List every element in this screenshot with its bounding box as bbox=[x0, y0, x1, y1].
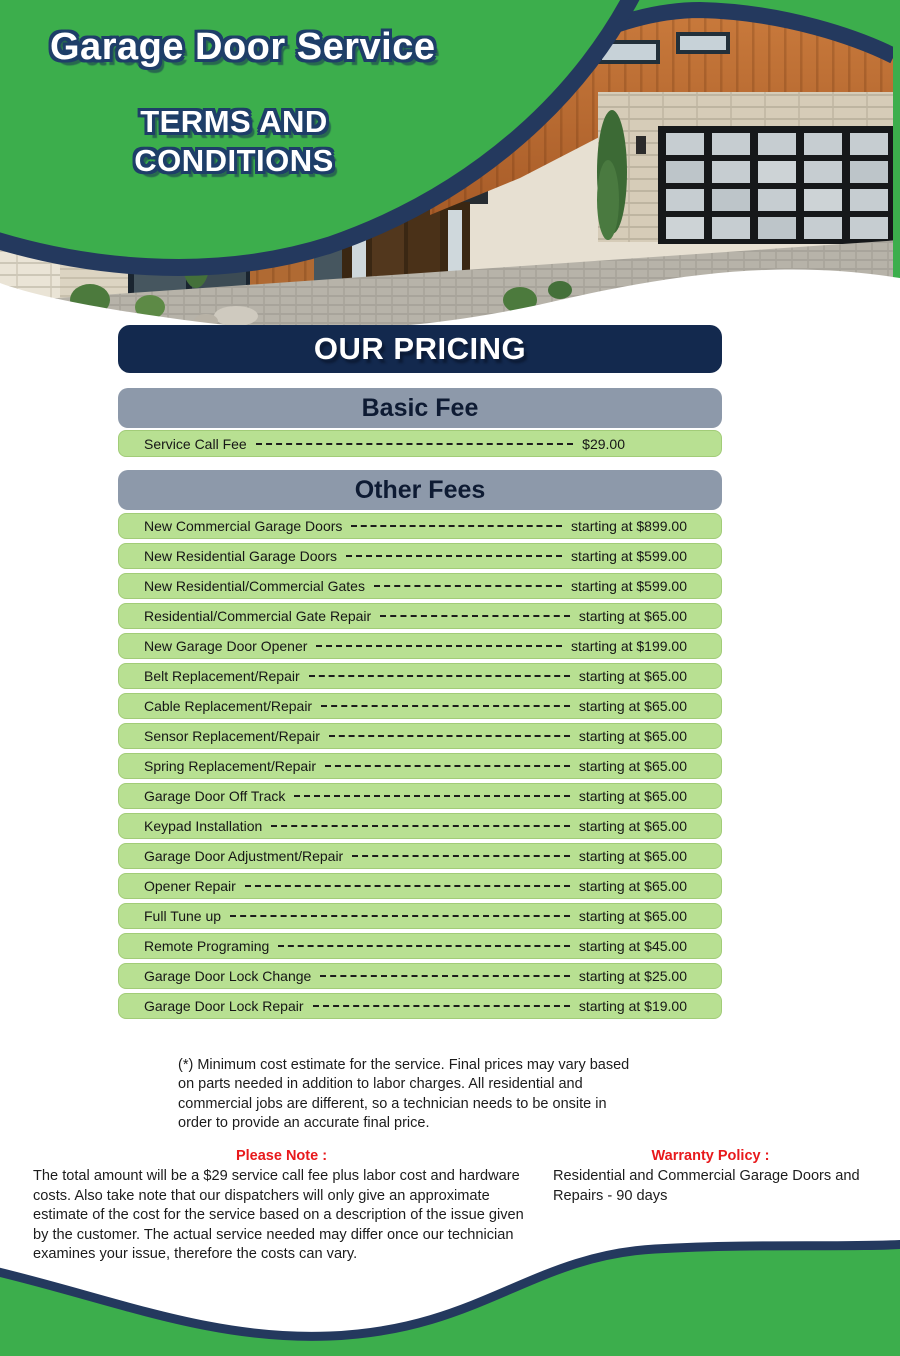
fee-label: Sensor Replacement/Repair bbox=[144, 728, 320, 744]
please-note-heading: Please Note : bbox=[235, 1148, 328, 1164]
warranty-policy-heading: Warranty Policy : bbox=[651, 1148, 770, 1164]
fee-row bbox=[118, 783, 722, 809]
other-fees-banner bbox=[118, 470, 722, 510]
fee-price: starting at $19.00 bbox=[578, 998, 687, 1014]
fee-row bbox=[118, 993, 722, 1019]
fee-label: New Commercial Garage Doors bbox=[144, 518, 343, 534]
other-fees-list bbox=[118, 513, 722, 1019]
fee-price: starting at $599.00 bbox=[571, 548, 687, 564]
other-fees-heading: Other Fees bbox=[354, 475, 486, 504]
fee-label: Cable Replacement/Repair bbox=[144, 698, 313, 714]
garage-door bbox=[658, 126, 894, 244]
fee-label: Full Tune up bbox=[144, 908, 222, 924]
pricing-title-banner bbox=[118, 325, 722, 373]
fee-label: Garage Door Lock Change bbox=[144, 968, 312, 984]
dash-leader bbox=[245, 885, 570, 887]
dash-leader bbox=[351, 525, 562, 527]
dash-leader bbox=[271, 825, 570, 827]
pricing-footnote: (*) Minimum cost estimate for the service. Final prices may vary based on parts needed in addition to labor charges. All residential and commercial jobs are different, so a technician needs to be onsite in order to provide an accurate final price. bbox=[178, 1056, 630, 1131]
fee-label: New Garage Door Opener bbox=[144, 638, 308, 654]
fee-label: Belt Replacement/Repair bbox=[144, 668, 300, 684]
fee-label: Keypad Installation bbox=[144, 818, 263, 834]
fee-row bbox=[118, 633, 722, 659]
please-note-section bbox=[33, 1148, 530, 1265]
fee-label: Residential/Commercial Gate Repair bbox=[144, 608, 372, 624]
fee-row bbox=[118, 430, 722, 457]
fee-price: starting at $45.00 bbox=[578, 938, 687, 954]
fee-label: Garage Door Adjustment/Repair bbox=[144, 848, 344, 864]
dash-leader bbox=[320, 975, 569, 977]
dash-leader bbox=[230, 915, 570, 917]
right-green-margin bbox=[893, 0, 900, 290]
fee-row bbox=[118, 663, 722, 689]
fee-row bbox=[118, 903, 722, 929]
header bbox=[0, 0, 900, 340]
warranty-policy-body: Residential and Commercial Garage Doors and Repairs - 90 days bbox=[553, 1168, 860, 1204]
basic-fee-list bbox=[118, 430, 722, 457]
fee-row bbox=[118, 573, 722, 599]
fee-price: starting at $65.00 bbox=[578, 848, 687, 864]
fee-price: starting at $199.00 bbox=[571, 638, 687, 654]
fee-row bbox=[118, 963, 722, 989]
page-title: Garage Door Service bbox=[50, 26, 436, 68]
dash-leader bbox=[294, 795, 569, 797]
basic-fee-heading: Basic Fee bbox=[361, 393, 479, 422]
subtitle-line-1: TERMS AND bbox=[140, 104, 328, 139]
pricing-title: OUR PRICING bbox=[313, 331, 527, 366]
fee-row bbox=[118, 723, 722, 749]
dash-leader bbox=[313, 1005, 570, 1007]
dash-leader bbox=[278, 945, 570, 947]
dash-leader bbox=[352, 855, 570, 857]
fee-row bbox=[118, 543, 722, 569]
fee-label: Remote Programing bbox=[144, 938, 270, 954]
fee-price: starting at $65.00 bbox=[578, 608, 687, 624]
fee-label: Spring Replacement/Repair bbox=[144, 758, 316, 774]
dash-leader bbox=[325, 765, 570, 767]
dash-leader bbox=[256, 443, 573, 445]
fee-row bbox=[118, 693, 722, 719]
fee-row bbox=[118, 843, 722, 869]
fee-row bbox=[118, 933, 722, 959]
fee-row bbox=[118, 873, 722, 899]
fee-price: starting at $65.00 bbox=[578, 758, 687, 774]
fee-price: starting at $65.00 bbox=[578, 668, 687, 684]
fee-price: starting at $599.00 bbox=[571, 578, 687, 594]
basic-fee-banner bbox=[118, 388, 722, 428]
dash-leader bbox=[374, 585, 562, 587]
dash-leader bbox=[329, 735, 570, 737]
fee-label: Garage Door Off Track bbox=[144, 788, 286, 804]
fee-price: starting at $65.00 bbox=[578, 818, 687, 834]
fee-row bbox=[118, 513, 722, 539]
dash-leader bbox=[321, 705, 570, 707]
dash-leader bbox=[309, 675, 570, 677]
fee-label: Garage Door Lock Repair bbox=[144, 998, 304, 1014]
fee-price: starting at $65.00 bbox=[578, 878, 687, 894]
fee-price: starting at $65.00 bbox=[578, 698, 687, 714]
fee-row bbox=[118, 753, 722, 779]
fee-price: $29.00 bbox=[582, 435, 625, 452]
dash-leader bbox=[380, 615, 570, 617]
fee-row bbox=[118, 603, 722, 629]
dash-leader bbox=[316, 645, 562, 647]
page-subtitle bbox=[58, 102, 410, 180]
dash-leader bbox=[346, 555, 562, 557]
fee-price: starting at $65.00 bbox=[578, 788, 687, 804]
warranty-policy-section bbox=[553, 1148, 868, 1206]
fee-price: starting at $65.00 bbox=[578, 728, 687, 744]
fee-price: starting at $65.00 bbox=[578, 908, 687, 924]
fee-price: starting at $899.00 bbox=[571, 518, 687, 534]
please-note-body: The total amount will be a $29 service call fee plus labor cost and hardware costs. Also take note that our dispatchers will only give an approximate estimate of the cost for the service based on a description of the issue given by the customer. The actual service needed may differ once our technician examines your issue, therefore the costs can vary. bbox=[33, 1168, 524, 1262]
fee-price: starting at $25.00 bbox=[578, 968, 687, 984]
fee-row bbox=[118, 813, 722, 839]
fee-label: Service Call Fee bbox=[144, 435, 247, 452]
fee-label: New Residential/Commercial Gates bbox=[144, 578, 365, 594]
fee-label: New Residential Garage Doors bbox=[144, 548, 337, 564]
subtitle-line-2: CONDITIONS bbox=[134, 143, 334, 178]
fee-label: Opener Repair bbox=[144, 878, 236, 894]
